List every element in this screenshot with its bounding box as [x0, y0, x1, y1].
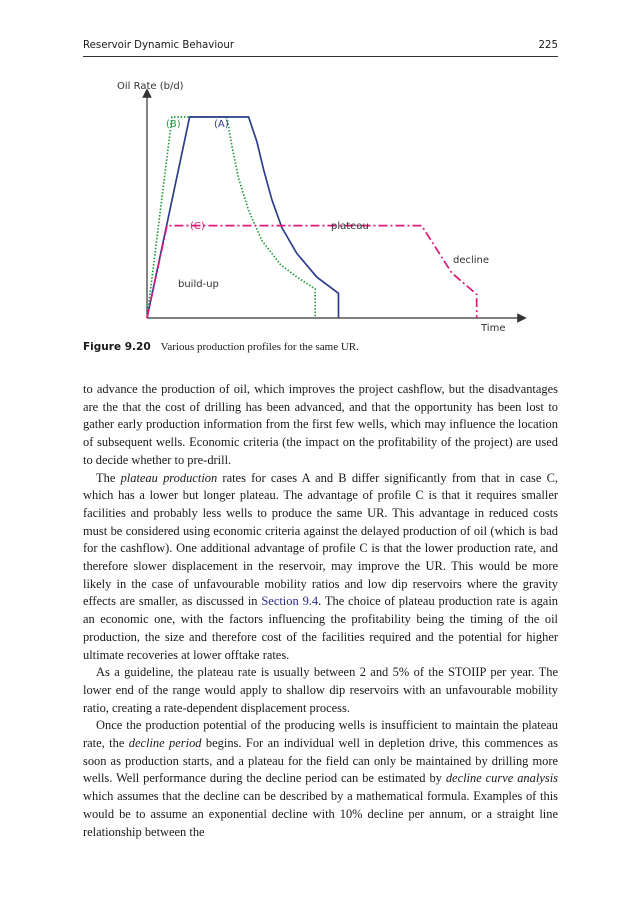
paragraph-1: to advance the production of oil, which improves the project cashflow, but the disadvantages are the that the cost of drilling has been advanced, and that the opportunity has been lost to gather early production information from the first few wells, which may influence the location of subsequent wells. Economic criteria (the impact on the profitability of the project) are used to decide whether to pre-drill.: [83, 382, 558, 467]
label-plateau: plateau: [331, 221, 369, 232]
running-header-title: Reservoir Dynamic Behaviour: [83, 40, 235, 51]
paragraph-2: The plateau production rates for cases A and B differ significantly from that in case C, which has a lower but longer plateau. The advantage of profile C is that it requires smaller facilities and probably less wells to produce the same UR. This advantage in reduced costs must be considered using economic criteria against the delayed production of oil (which is bad for the cashflow). One additional advantage of profile C is that the lower production rate, and therefore slower displacement in the reservoir, may improve the UR. This would be more likely in the case of unfavourable mobility ratios and low dip reservoirs where the gravity effects are smaller, as discussed in Section 9.4. The choice of plateau production rate is again an economic one, with the factors influencing the profitability being the timing of the oil production, the size and therefore cost of the facilities required and the potential for higher ultimate recoveries at lower offtake rates.: [83, 470, 558, 662]
term-decline-period: decline period: [128, 736, 202, 751]
figure-number: Figure 9.20: [83, 341, 151, 353]
production-profile-chart: [0, 0, 618, 340]
label-b: (B): [166, 119, 181, 130]
figure-caption: [83, 341, 558, 353]
series-b-line: [147, 117, 315, 318]
label-c: (C): [190, 221, 205, 232]
series-a-line: [147, 117, 339, 318]
paragraph-4: Once the production potential of the producing wells is insufficient to maintain the plateau rate, the decline period begins. For an individual well in depletion drive, this commences as soon as production starts, and a plateau for the field can only be maintained by drilling more wells. Well performance during the decline period can be estimated by decline curve analysis which assumes that the decline can be described by a mathematical formula. Examples of this would be to assume an exponential decline with 10% decline per annum, or a straight line relationship between the: [83, 718, 558, 839]
body-text: [83, 381, 558, 841]
label-decline: decline: [453, 255, 490, 266]
label-a: (A): [214, 119, 229, 130]
term-plateau-production: plateau production: [120, 470, 218, 485]
term-decline-curve-analysis: decline curve analysis: [445, 771, 558, 786]
y-axis-label: Oil Rate (b/d): [117, 81, 184, 92]
label-buildup: build-up: [178, 279, 219, 290]
page-number: 225: [538, 40, 558, 51]
figure-caption-text: Various production profiles for the same UR.: [160, 341, 359, 353]
paragraph-3: As a guideline, the plateau rate is usually between 2 and 5% of the STOIIP per year. The lower end of the range would apply to shallow dip reservoirs with an unfavourable mobility ratio, creating a rate-dependent displacement process.: [83, 665, 558, 715]
x-axis-label: Time: [481, 323, 506, 334]
section-link[interactable]: Section 9.4: [261, 594, 319, 609]
